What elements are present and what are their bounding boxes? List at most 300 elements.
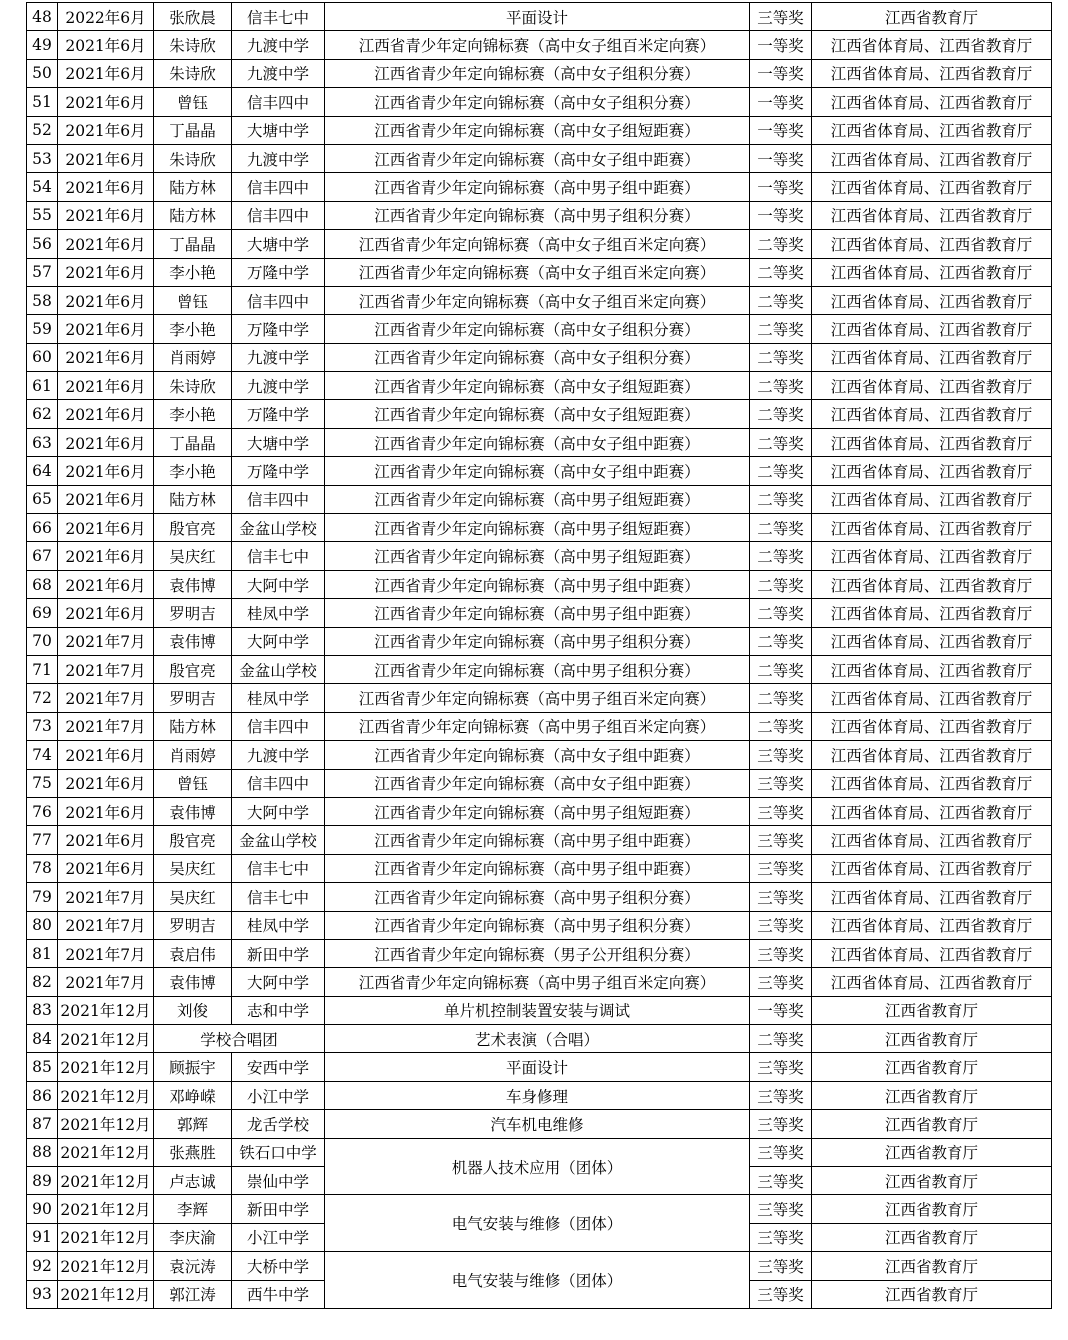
table-row <box>27 514 1052 542</box>
table-row <box>27 1138 1052 1166</box>
school-cell: 信丰四中 <box>232 201 325 229</box>
event-cell: 江西省青少年定向锦标赛（高中女子组中距赛） <box>325 769 750 797</box>
name-cell: 曾钰 <box>154 286 232 314</box>
event-cell: 江西省青少年定向锦标赛（高中男子组中距赛） <box>325 173 750 201</box>
table-row <box>27 400 1052 428</box>
date-cell: 2021年6月 <box>58 741 154 769</box>
row-number-cell: 71 <box>27 655 58 683</box>
row-number-cell: 56 <box>27 230 58 258</box>
organizer-cell: 江西省体育局、江西省教育厅 <box>812 542 1052 570</box>
award-cell: 二等奖 <box>750 542 812 570</box>
organizer-cell: 江西省体育局、江西省教育厅 <box>812 144 1052 172</box>
row-number-cell: 92 <box>27 1252 58 1280</box>
name-cell: 袁沅涛 <box>154 1252 232 1280</box>
award-cell: 二等奖 <box>750 599 812 627</box>
date-cell: 2021年12月 <box>58 1223 154 1251</box>
name-cell: 郭江涛 <box>154 1280 232 1308</box>
award-cell: 二等奖 <box>750 627 812 655</box>
event-cell: 江西省青少年定向锦标赛（高中女子组百米定向赛） <box>325 230 750 258</box>
award-cell: 三等奖 <box>750 1053 812 1081</box>
school-cell: 信丰七中 <box>232 542 325 570</box>
table-row <box>27 599 1052 627</box>
event-cell: 江西省青少年定向锦标赛（高中女子组百米定向赛） <box>325 31 750 59</box>
name-cell: 吴庆红 <box>154 854 232 882</box>
date-cell: 2021年6月 <box>58 258 154 286</box>
name-cell: 张欣晨 <box>154 3 232 31</box>
name-cell: 袁启伟 <box>154 939 232 967</box>
award-cell: 三等奖 <box>750 911 812 939</box>
table-row <box>27 201 1052 229</box>
row-number-cell: 85 <box>27 1053 58 1081</box>
school-cell: 大阿中学 <box>232 797 325 825</box>
award-cell: 三等奖 <box>750 1167 812 1195</box>
date-cell: 2021年6月 <box>58 116 154 144</box>
event-cell: 江西省青少年定向锦标赛（高中男子组积分赛） <box>325 201 750 229</box>
award-cell: 二等奖 <box>750 485 812 513</box>
date-cell: 2021年6月 <box>58 514 154 542</box>
award-cell: 三等奖 <box>750 939 812 967</box>
event-cell: 江西省青少年定向锦标赛（高中男子组积分赛） <box>325 883 750 911</box>
row-number-cell: 86 <box>27 1081 58 1109</box>
row-number-cell: 53 <box>27 144 58 172</box>
row-number-cell: 65 <box>27 485 58 513</box>
event-cell: 江西省青少年定向锦标赛（高中女子组中距赛） <box>325 741 750 769</box>
name-cell: 郭辉 <box>154 1110 232 1138</box>
organizer-cell: 江西省体育局、江西省教育厅 <box>812 826 1052 854</box>
school-cell: 新田中学 <box>232 1195 325 1223</box>
organizer-cell: 江西省教育厅 <box>812 996 1052 1024</box>
participant-cell: 学校合唱团 <box>154 1025 325 1053</box>
event-cell: 江西省青少年定向锦标赛（高中女子组百米定向赛） <box>325 286 750 314</box>
date-cell: 2021年7月 <box>58 968 154 996</box>
school-cell: 信丰七中 <box>232 3 325 31</box>
award-cell: 三等奖 <box>750 1223 812 1251</box>
award-table <box>26 2 1052 1309</box>
organizer-cell: 江西省体育局、江西省教育厅 <box>812 655 1052 683</box>
name-cell: 殷官亮 <box>154 655 232 683</box>
row-number-cell: 89 <box>27 1167 58 1195</box>
date-cell: 2021年7月 <box>58 911 154 939</box>
name-cell: 朱诗欣 <box>154 31 232 59</box>
date-cell: 2021年6月 <box>58 457 154 485</box>
organizer-cell: 江西省体育局、江西省教育厅 <box>812 201 1052 229</box>
row-number-cell: 51 <box>27 88 58 116</box>
table-row <box>27 1252 1052 1280</box>
organizer-cell: 江西省体育局、江西省教育厅 <box>812 911 1052 939</box>
award-cell: 一等奖 <box>750 173 812 201</box>
date-cell: 2021年7月 <box>58 712 154 740</box>
organizer-cell: 江西省教育厅 <box>812 1110 1052 1138</box>
name-cell: 陆方林 <box>154 173 232 201</box>
date-cell: 2021年6月 <box>58 372 154 400</box>
name-cell: 袁伟博 <box>154 570 232 598</box>
school-cell: 万隆中学 <box>232 457 325 485</box>
row-number-cell: 72 <box>27 684 58 712</box>
date-cell: 2021年6月 <box>58 201 154 229</box>
name-cell: 殷官亮 <box>154 514 232 542</box>
school-cell: 信丰四中 <box>232 769 325 797</box>
table-row <box>27 684 1052 712</box>
table-row <box>27 31 1052 59</box>
date-cell: 2021年12月 <box>58 1252 154 1280</box>
event-cell: 江西省青少年定向锦标赛（高中男子组积分赛） <box>325 627 750 655</box>
organizer-cell: 江西省教育厅 <box>812 3 1052 31</box>
organizer-cell: 江西省教育厅 <box>812 1223 1052 1251</box>
table-row <box>27 3 1052 31</box>
award-cell: 一等奖 <box>750 996 812 1024</box>
event-cell: 江西省青少年定向锦标赛（高中女子组中距赛） <box>325 428 750 456</box>
row-number-cell: 87 <box>27 1110 58 1138</box>
award-cell: 三等奖 <box>750 883 812 911</box>
award-cell: 二等奖 <box>750 428 812 456</box>
name-cell: 罗明吉 <box>154 911 232 939</box>
row-number-cell: 76 <box>27 797 58 825</box>
award-cell: 二等奖 <box>750 343 812 371</box>
date-cell: 2021年6月 <box>58 286 154 314</box>
organizer-cell: 江西省体育局、江西省教育厅 <box>812 400 1052 428</box>
event-cell: 江西省青少年定向锦标赛（高中女子组百米定向赛） <box>325 258 750 286</box>
organizer-cell: 江西省体育局、江西省教育厅 <box>812 570 1052 598</box>
organizer-cell: 江西省教育厅 <box>812 1025 1052 1053</box>
school-cell: 信丰四中 <box>232 88 325 116</box>
organizer-cell: 江西省教育厅 <box>812 1167 1052 1195</box>
event-cell: 平面设计 <box>325 3 750 31</box>
organizer-cell: 江西省体育局、江西省教育厅 <box>812 343 1052 371</box>
award-cell: 三等奖 <box>750 1110 812 1138</box>
date-cell: 2021年12月 <box>58 1081 154 1109</box>
organizer-cell: 江西省体育局、江西省教育厅 <box>812 286 1052 314</box>
event-cell: 艺术表演（合唱） <box>325 1025 750 1053</box>
school-cell: 大塘中学 <box>232 230 325 258</box>
name-cell: 吴庆红 <box>154 883 232 911</box>
event-cell: 江西省青少年定向锦标赛（高中男子组中距赛） <box>325 570 750 598</box>
event-cell: 江西省青少年定向锦标赛（高中女子组中距赛） <box>325 457 750 485</box>
award-cell: 三等奖 <box>750 1081 812 1109</box>
organizer-cell: 江西省体育局、江西省教育厅 <box>812 315 1052 343</box>
row-number-cell: 57 <box>27 258 58 286</box>
row-number-cell: 61 <box>27 372 58 400</box>
date-cell: 2021年6月 <box>58 230 154 258</box>
school-cell: 小江中学 <box>232 1223 325 1251</box>
organizer-cell: 江西省体育局、江西省教育厅 <box>812 59 1052 87</box>
date-cell: 2021年6月 <box>58 485 154 513</box>
date-cell: 2021年6月 <box>58 343 154 371</box>
school-cell: 西牛中学 <box>232 1280 325 1308</box>
table-row <box>27 372 1052 400</box>
table-row <box>27 428 1052 456</box>
row-number-cell: 74 <box>27 741 58 769</box>
organizer-cell: 江西省体育局、江西省教育厅 <box>812 769 1052 797</box>
row-number-cell: 70 <box>27 627 58 655</box>
table-row <box>27 1110 1052 1138</box>
name-cell: 李小艳 <box>154 457 232 485</box>
table-row <box>27 457 1052 485</box>
award-cell: 二等奖 <box>750 400 812 428</box>
event-cell: 江西省青少年定向锦标赛（高中男子组中距赛） <box>325 599 750 627</box>
event-cell: 江西省青少年定向锦标赛（高中女子组短距赛） <box>325 372 750 400</box>
date-cell: 2021年6月 <box>58 144 154 172</box>
school-cell: 九渡中学 <box>232 31 325 59</box>
organizer-cell: 江西省体育局、江西省教育厅 <box>812 883 1052 911</box>
date-cell: 2021年6月 <box>58 769 154 797</box>
table-row <box>27 911 1052 939</box>
school-cell: 信丰七中 <box>232 854 325 882</box>
school-cell: 信丰四中 <box>232 286 325 314</box>
school-cell: 大塘中学 <box>232 428 325 456</box>
award-cell: 三等奖 <box>750 968 812 996</box>
row-number-cell: 82 <box>27 968 58 996</box>
row-number-cell: 55 <box>27 201 58 229</box>
award-cell: 三等奖 <box>750 826 812 854</box>
event-cell: 江西省青少年定向锦标赛（高中男子组百米定向赛） <box>325 684 750 712</box>
school-cell: 金盆山学校 <box>232 514 325 542</box>
event-cell: 江西省青少年定向锦标赛（高中男子组积分赛） <box>325 911 750 939</box>
row-number-cell: 49 <box>27 31 58 59</box>
award-cell: 三等奖 <box>750 3 812 31</box>
award-table-body <box>27 3 1052 1309</box>
date-cell: 2021年7月 <box>58 684 154 712</box>
organizer-cell: 江西省教育厅 <box>812 1081 1052 1109</box>
table-row <box>27 315 1052 343</box>
event-cell: 江西省青少年定向锦标赛（高中男子组短距赛） <box>325 797 750 825</box>
school-cell: 信丰四中 <box>232 712 325 740</box>
row-number-cell: 84 <box>27 1025 58 1053</box>
date-cell: 2021年6月 <box>58 400 154 428</box>
event-cell: 江西省青少年定向锦标赛（高中女子组积分赛） <box>325 343 750 371</box>
date-cell: 2021年6月 <box>58 428 154 456</box>
date-cell: 2021年6月 <box>58 797 154 825</box>
organizer-cell: 江西省体育局、江西省教育厅 <box>812 485 1052 513</box>
row-number-cell: 79 <box>27 883 58 911</box>
row-number-cell: 75 <box>27 769 58 797</box>
event-cell: 江西省青少年定向锦标赛（高中男子组百米定向赛） <box>325 712 750 740</box>
award-cell: 三等奖 <box>750 1280 812 1308</box>
table-row <box>27 968 1052 996</box>
date-cell: 2021年12月 <box>58 1280 154 1308</box>
name-cell: 陆方林 <box>154 712 232 740</box>
award-cell: 二等奖 <box>750 684 812 712</box>
row-number-cell: 83 <box>27 996 58 1024</box>
date-cell: 2021年6月 <box>58 854 154 882</box>
organizer-cell: 江西省体育局、江西省教育厅 <box>812 457 1052 485</box>
school-cell: 桂凤中学 <box>232 911 325 939</box>
date-cell: 2021年12月 <box>58 1138 154 1166</box>
organizer-cell: 江西省体育局、江西省教育厅 <box>812 514 1052 542</box>
date-cell: 2021年7月 <box>58 655 154 683</box>
date-cell: 2021年12月 <box>58 1195 154 1223</box>
award-cell: 一等奖 <box>750 88 812 116</box>
table-row <box>27 769 1052 797</box>
school-cell: 龙舌学校 <box>232 1110 325 1138</box>
name-cell: 张燕胜 <box>154 1138 232 1166</box>
event-cell: 江西省青少年定向锦标赛（男子公开组积分赛） <box>325 939 750 967</box>
table-row <box>27 1025 1052 1053</box>
organizer-cell: 江西省体育局、江西省教育厅 <box>812 173 1052 201</box>
name-cell: 朱诗欣 <box>154 372 232 400</box>
school-cell: 崇仙中学 <box>232 1167 325 1195</box>
school-cell: 大阿中学 <box>232 968 325 996</box>
date-cell: 2021年6月 <box>58 826 154 854</box>
organizer-cell: 江西省体育局、江西省教育厅 <box>812 372 1052 400</box>
table-row <box>27 1053 1052 1081</box>
date-cell: 2021年12月 <box>58 1053 154 1081</box>
event-cell: 平面设计 <box>325 1053 750 1081</box>
name-cell: 曾钰 <box>154 769 232 797</box>
event-cell: 江西省青少年定向锦标赛（高中女子组短距赛） <box>325 400 750 428</box>
name-cell: 袁伟博 <box>154 627 232 655</box>
organizer-cell: 江西省体育局、江西省教育厅 <box>812 88 1052 116</box>
school-cell: 九渡中学 <box>232 59 325 87</box>
award-cell: 三等奖 <box>750 854 812 882</box>
table-row <box>27 173 1052 201</box>
school-cell: 大桥中学 <box>232 1252 325 1280</box>
school-cell: 大阿中学 <box>232 627 325 655</box>
event-cell: 江西省青少年定向锦标赛（高中男子组中距赛） <box>325 854 750 882</box>
award-cell: 二等奖 <box>750 457 812 485</box>
date-cell: 2021年6月 <box>58 31 154 59</box>
table-row <box>27 826 1052 854</box>
name-cell: 邓峥嵘 <box>154 1081 232 1109</box>
organizer-cell: 江西省教育厅 <box>812 1138 1052 1166</box>
event-cell: 机器人技术应用（团体） <box>325 1138 750 1195</box>
name-cell: 殷官亮 <box>154 826 232 854</box>
organizer-cell: 江西省体育局、江西省教育厅 <box>812 939 1052 967</box>
name-cell: 卢志诚 <box>154 1167 232 1195</box>
name-cell: 朱诗欣 <box>154 144 232 172</box>
school-cell: 金盆山学校 <box>232 826 325 854</box>
award-cell: 二等奖 <box>750 230 812 258</box>
school-cell: 信丰四中 <box>232 485 325 513</box>
row-number-cell: 63 <box>27 428 58 456</box>
row-number-cell: 91 <box>27 1223 58 1251</box>
row-number-cell: 59 <box>27 315 58 343</box>
event-cell: 电气安装与维修（团体） <box>325 1195 750 1252</box>
table-row <box>27 88 1052 116</box>
date-cell: 2021年12月 <box>58 1167 154 1195</box>
name-cell: 罗明吉 <box>154 684 232 712</box>
organizer-cell: 江西省体育局、江西省教育厅 <box>812 31 1052 59</box>
row-number-cell: 69 <box>27 599 58 627</box>
organizer-cell: 江西省体育局、江西省教育厅 <box>812 428 1052 456</box>
organizer-cell: 江西省体育局、江西省教育厅 <box>812 797 1052 825</box>
school-cell: 小江中学 <box>232 1081 325 1109</box>
table-row <box>27 570 1052 598</box>
name-cell: 丁晶晶 <box>154 230 232 258</box>
row-number-cell: 64 <box>27 457 58 485</box>
name-cell: 李辉 <box>154 1195 232 1223</box>
organizer-cell: 江西省体育局、江西省教育厅 <box>812 684 1052 712</box>
organizer-cell: 江西省教育厅 <box>812 1195 1052 1223</box>
organizer-cell: 江西省体育局、江西省教育厅 <box>812 741 1052 769</box>
name-cell: 陆方林 <box>154 201 232 229</box>
award-cell: 二等奖 <box>750 258 812 286</box>
name-cell: 朱诗欣 <box>154 59 232 87</box>
award-cell: 二等奖 <box>750 514 812 542</box>
row-number-cell: 67 <box>27 542 58 570</box>
row-number-cell: 88 <box>27 1138 58 1166</box>
award-cell: 三等奖 <box>750 1195 812 1223</box>
school-cell: 信丰四中 <box>232 173 325 201</box>
row-number-cell: 48 <box>27 3 58 31</box>
school-cell: 万隆中学 <box>232 315 325 343</box>
table-row <box>27 996 1052 1024</box>
award-cell: 一等奖 <box>750 201 812 229</box>
school-cell: 桂凤中学 <box>232 599 325 627</box>
name-cell: 肖雨婷 <box>154 741 232 769</box>
table-row <box>27 116 1052 144</box>
award-cell: 三等奖 <box>750 797 812 825</box>
award-cell: 二等奖 <box>750 712 812 740</box>
name-cell: 曾钰 <box>154 88 232 116</box>
name-cell: 袁伟博 <box>154 797 232 825</box>
date-cell: 2021年6月 <box>58 88 154 116</box>
date-cell: 2021年7月 <box>58 627 154 655</box>
name-cell: 罗明吉 <box>154 599 232 627</box>
date-cell: 2021年6月 <box>58 542 154 570</box>
table-row <box>27 655 1052 683</box>
award-cell: 三等奖 <box>750 1252 812 1280</box>
award-cell: 二等奖 <box>750 655 812 683</box>
table-row <box>27 59 1052 87</box>
name-cell: 丁晶晶 <box>154 116 232 144</box>
school-cell: 铁石口中学 <box>232 1138 325 1166</box>
award-cell: 一等奖 <box>750 144 812 172</box>
school-cell: 安西中学 <box>232 1053 325 1081</box>
name-cell: 袁伟博 <box>154 968 232 996</box>
school-cell: 九渡中学 <box>232 372 325 400</box>
date-cell: 2021年12月 <box>58 1025 154 1053</box>
table-row <box>27 343 1052 371</box>
school-cell: 金盆山学校 <box>232 655 325 683</box>
event-cell: 江西省青少年定向锦标赛（高中男子组中距赛） <box>325 826 750 854</box>
date-cell: 2021年7月 <box>58 883 154 911</box>
event-cell: 车身修理 <box>325 1081 750 1109</box>
school-cell: 万隆中学 <box>232 258 325 286</box>
event-cell: 江西省青少年定向锦标赛（高中男子组短距赛） <box>325 542 750 570</box>
organizer-cell: 江西省教育厅 <box>812 1252 1052 1280</box>
row-number-cell: 68 <box>27 570 58 598</box>
school-cell: 新田中学 <box>232 939 325 967</box>
name-cell: 李小艳 <box>154 315 232 343</box>
table-row <box>27 230 1052 258</box>
school-cell: 九渡中学 <box>232 741 325 769</box>
table-row <box>27 797 1052 825</box>
row-number-cell: 80 <box>27 911 58 939</box>
event-cell: 电气安装与维修（团体） <box>325 1252 750 1309</box>
school-cell: 桂凤中学 <box>232 684 325 712</box>
row-number-cell: 52 <box>27 116 58 144</box>
award-cell: 一等奖 <box>750 59 812 87</box>
table-row <box>27 712 1052 740</box>
row-number-cell: 90 <box>27 1195 58 1223</box>
organizer-cell: 江西省体育局、江西省教育厅 <box>812 627 1052 655</box>
table-row <box>27 542 1052 570</box>
event-cell: 江西省青少年定向锦标赛（高中女子组积分赛） <box>325 315 750 343</box>
row-number-cell: 58 <box>27 286 58 314</box>
row-number-cell: 81 <box>27 939 58 967</box>
date-cell: 2021年6月 <box>58 59 154 87</box>
date-cell: 2021年7月 <box>58 939 154 967</box>
award-cell: 三等奖 <box>750 741 812 769</box>
organizer-cell: 江西省体育局、江西省教育厅 <box>812 854 1052 882</box>
award-cell: 三等奖 <box>750 769 812 797</box>
name-cell: 顾振宇 <box>154 1053 232 1081</box>
name-cell: 吴庆红 <box>154 542 232 570</box>
date-cell: 2021年6月 <box>58 173 154 201</box>
school-cell: 九渡中学 <box>232 343 325 371</box>
organizer-cell: 江西省体育局、江西省教育厅 <box>812 599 1052 627</box>
award-cell: 二等奖 <box>750 315 812 343</box>
